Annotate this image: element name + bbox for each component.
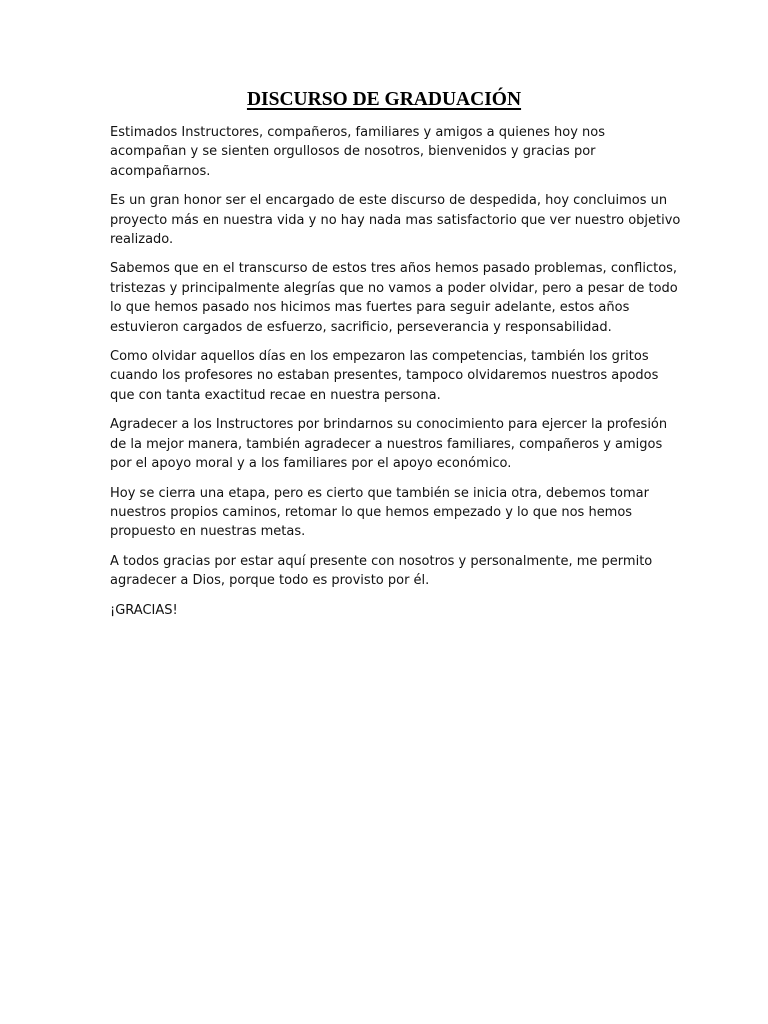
paragraph (110, 123, 658, 181)
paragraph (110, 347, 658, 405)
paragraph-line: de la mejor manera, también agradecer a nuestros familiares, compañeros y amigos (110, 436, 663, 452)
paragraph-line: que con tanta exactitud recae en nuestra persona. (110, 387, 441, 403)
paragraph-line: propuesto en nuestras metas. (110, 524, 306, 540)
paragraph (110, 191, 681, 249)
paragraph-line: nuestros propios caminos, retomar lo que hemos empezado y lo que nos hemos (110, 504, 633, 520)
paragraph-line: ¡GRACIAS! (110, 602, 178, 618)
paragraph-line: cuando los profesores no estaban presentes, tampoco olvidaremos nuestros apodos (110, 368, 659, 384)
paragraph-line: Como olvidar aquellos días en los empezaron las competencias, también los gritos (110, 349, 649, 365)
paragraph (110, 552, 658, 591)
paragraph-line: Estimados Instructores, compañeros, familiares y amigos a quienes hoy nos (110, 125, 606, 140)
paragraph-line: Es un gran honor ser el encargado de este discurso de despedida, hoy concluimos un (110, 193, 668, 209)
paragraph-line: por el apoyo moral y a los familiares por el apoyo económico. (110, 456, 512, 472)
paragraph-line: tristezas y principalmente alegrías que no vamos a poder olvidar, pero a pesar de todo (110, 280, 678, 296)
paragraph (110, 601, 658, 620)
paragraph-line: proyecto más en nuestra vida y no hay nada mas satisfactorio que ver nuestro objetivo (110, 212, 681, 228)
paragraph (110, 415, 668, 473)
paragraph-line: Sabemos que en el transcurso de estos tres años hemos pasado problemas, conflictos, (110, 261, 678, 277)
paragraph (110, 259, 678, 337)
paragraph-line: Hoy se cierra una etapa, pero es cierto que también se inicia otra, debemos tomar (110, 485, 649, 501)
document-body (110, 123, 681, 630)
paragraph (110, 484, 658, 542)
paragraph-line: Agradecer a los Instructores por brindarnos su conocimiento para ejercer la profesión (110, 417, 668, 433)
paragraph-line: estuvieron cargados de esfuerzo, sacrificio, perseverancia y responsabilidad. (110, 319, 612, 335)
paragraph-line: lo que hemos pasado nos hicimos mas fuertes para seguir adelante, estos años (110, 300, 630, 316)
paragraph-line: acompañan y se sienten orgullosos de nosotros, bienvenidos y gracias por (110, 144, 596, 160)
page-title (0, 88, 768, 112)
paragraph-line: agradecer a Dios, porque todo es provisto por él. (110, 573, 430, 589)
paragraph-line: acompañarnos. (110, 163, 211, 179)
paragraph-line: A todos gracias por estar aquí presente con nosotros y personalmente, me permito (110, 553, 653, 569)
title-text: DISCURSO DE GRADUACIÓN (246, 89, 522, 110)
paragraph-line: realizado. (110, 232, 174, 248)
